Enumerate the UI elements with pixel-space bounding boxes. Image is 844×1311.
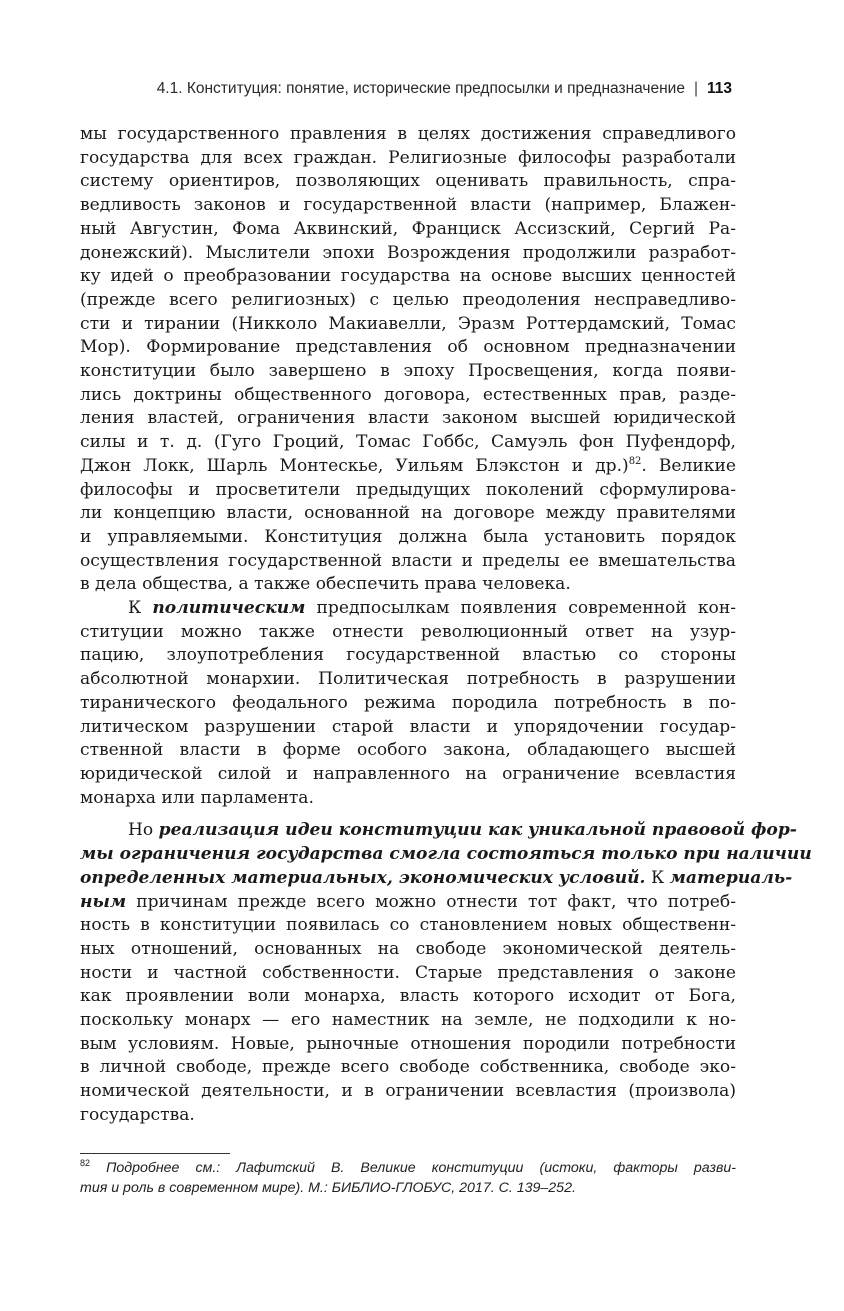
- text-line: лись доктрины общественного договора, естественных прав, разде-: [80, 384, 736, 405]
- text-line: номической деятельности, и в ограничении всевластия (произвола): [80, 1081, 736, 1102]
- text-line: как проявлении воли монарха, власть которого исходит от Бога,: [80, 986, 736, 1007]
- text-line: определенных материальных, экономических условий. К материаль-: [80, 867, 793, 888]
- text-line: тиранического феодального режима породила потребность в по-: [80, 692, 736, 713]
- text-line: государства для всех граждан. Религиозные философы разработали: [80, 147, 736, 168]
- emphasis-text: определенных материальных, экономических условий.: [80, 867, 646, 888]
- text-line: пацию, злоупотребления государственной властью со стороны: [80, 645, 736, 666]
- text-line: донежский). Мыслители эпохи Возрождения продолжили разработ-: [80, 242, 736, 263]
- text-line: сти и тирании (Никколо Макиавелли, Эразм Роттердамский, Томас: [80, 313, 736, 334]
- text-line: юридической силой и направленного на ограничение всевластия: [80, 763, 736, 784]
- footnote-divider: [80, 1153, 230, 1154]
- text-line: ления властей, ограничения власти законом высшей юридической: [80, 408, 736, 429]
- text-line: в личной свободе, прежде всего свободе собственника, свободе эко-: [80, 1057, 736, 1078]
- emphasis-text: мы ограничения государства смогла состояться только при наличии: [80, 844, 812, 865]
- emphasis-text: политическим: [152, 598, 306, 619]
- text-line: Мор). Формирование представления об основном предназначении: [80, 337, 736, 358]
- body-text: [80, 123, 812, 1128]
- text-line: вым условиям. Новые, рыночные отношения породили потребности: [80, 1033, 736, 1054]
- footnote-reference: 82: [628, 455, 642, 467]
- footnote: [80, 1158, 736, 1198]
- running-header: [157, 80, 732, 98]
- text-line: философы и просветители предыдущих поколений сформулирова-: [80, 479, 736, 500]
- page-number: 113: [706, 80, 732, 97]
- footnote-marker: 82: [80, 1158, 91, 1168]
- text-line: ным причинам прежде всего можно отнести тот факт, что потреб-: [80, 891, 736, 912]
- text-line: ственной власти в форме особого закона, обладающего высшей: [80, 740, 736, 761]
- text-line: ведливость законов и государственной власти (например, Блажен-: [80, 195, 736, 216]
- text-line: силы и т. д. (Гуго Гроций, Томас Гоббс, Самуэль фон Пуфендорф,: [80, 432, 736, 453]
- text-line: и управляемыми. Конституция должна была установить порядок: [80, 526, 736, 547]
- text-line: ли концепцию власти, основанной на договоре между правителями: [80, 503, 736, 524]
- text-line: ных отношений, основанных на свободе экономической деятель-: [80, 938, 736, 959]
- text-line: поскольку монарх — его наместник на земле, не подходили к но-: [80, 1010, 736, 1031]
- text-line: монарха или парламента.: [80, 787, 314, 808]
- text-line: ный Августин, Фома Аквинский, Франциск Ассизский, Сергий Ра-: [80, 218, 736, 239]
- text-line: мы государственного правления в целях достижения справедливого: [80, 124, 736, 144]
- text-line: ституции можно также отнести революционный ответ на узур-: [80, 621, 736, 642]
- text-line: [80, 843, 812, 867]
- text-line: Но реализация идеи конституции как уникальной правовой фор-: [128, 820, 797, 841]
- text-line: литическом разрушении старой власти и упорядочении государ-: [80, 716, 736, 737]
- text-line: абсолютной монархии. Политическая потребность в разрушении: [80, 669, 736, 690]
- text-line: государства.: [80, 1104, 195, 1125]
- text-line: систему ориентиров, позволяющих оценивать правильность, спра-: [80, 171, 736, 192]
- header-separator: |: [693, 80, 698, 97]
- emphasis-text: реализация идеи конституции как уникальной правовой фор-: [158, 820, 797, 841]
- emphasis-text: материаль-: [669, 867, 793, 888]
- text-line: осуществления государственной власти и пределы ее вмешательства: [80, 550, 736, 571]
- text-line: ности и частной собственности. Старые представления о законе: [80, 962, 736, 983]
- text-line: К политическим предпосылкам появления современной кон-: [128, 598, 736, 619]
- text-line: конституции было завершено в эпоху Просвещения, когда появи-: [80, 361, 736, 382]
- text-line: ность в конституции появилась со становлением новых общественн-: [80, 915, 736, 936]
- text-line: (прежде всего религиозных) с целью преодоления несправедливо-: [80, 289, 736, 310]
- footnote-text: тия и роль в современном мире). М.: БИБЛИО-ГЛОБУС, 2017. С. 139–252.: [80, 1180, 576, 1196]
- text-line: ку идей о преобразовании государства на основе высших ценностей: [80, 266, 736, 287]
- emphasis-text: ным: [80, 891, 127, 912]
- text-line: Джон Локк, Шарль Монтескье, Уильям Блэкстон и др.)$^{82}$. Великие: [80, 455, 736, 476]
- footnote-text: Подробнее см.: Лафитский В. Великие конституции (истоки, факторы разви-: [90, 1160, 736, 1176]
- text-line: в дела общества, а также обеспечить права человека.: [80, 574, 571, 595]
- section-title: 4.1. Конституция: понятие, исторические предпосылки и предназначение: [156, 80, 685, 97]
